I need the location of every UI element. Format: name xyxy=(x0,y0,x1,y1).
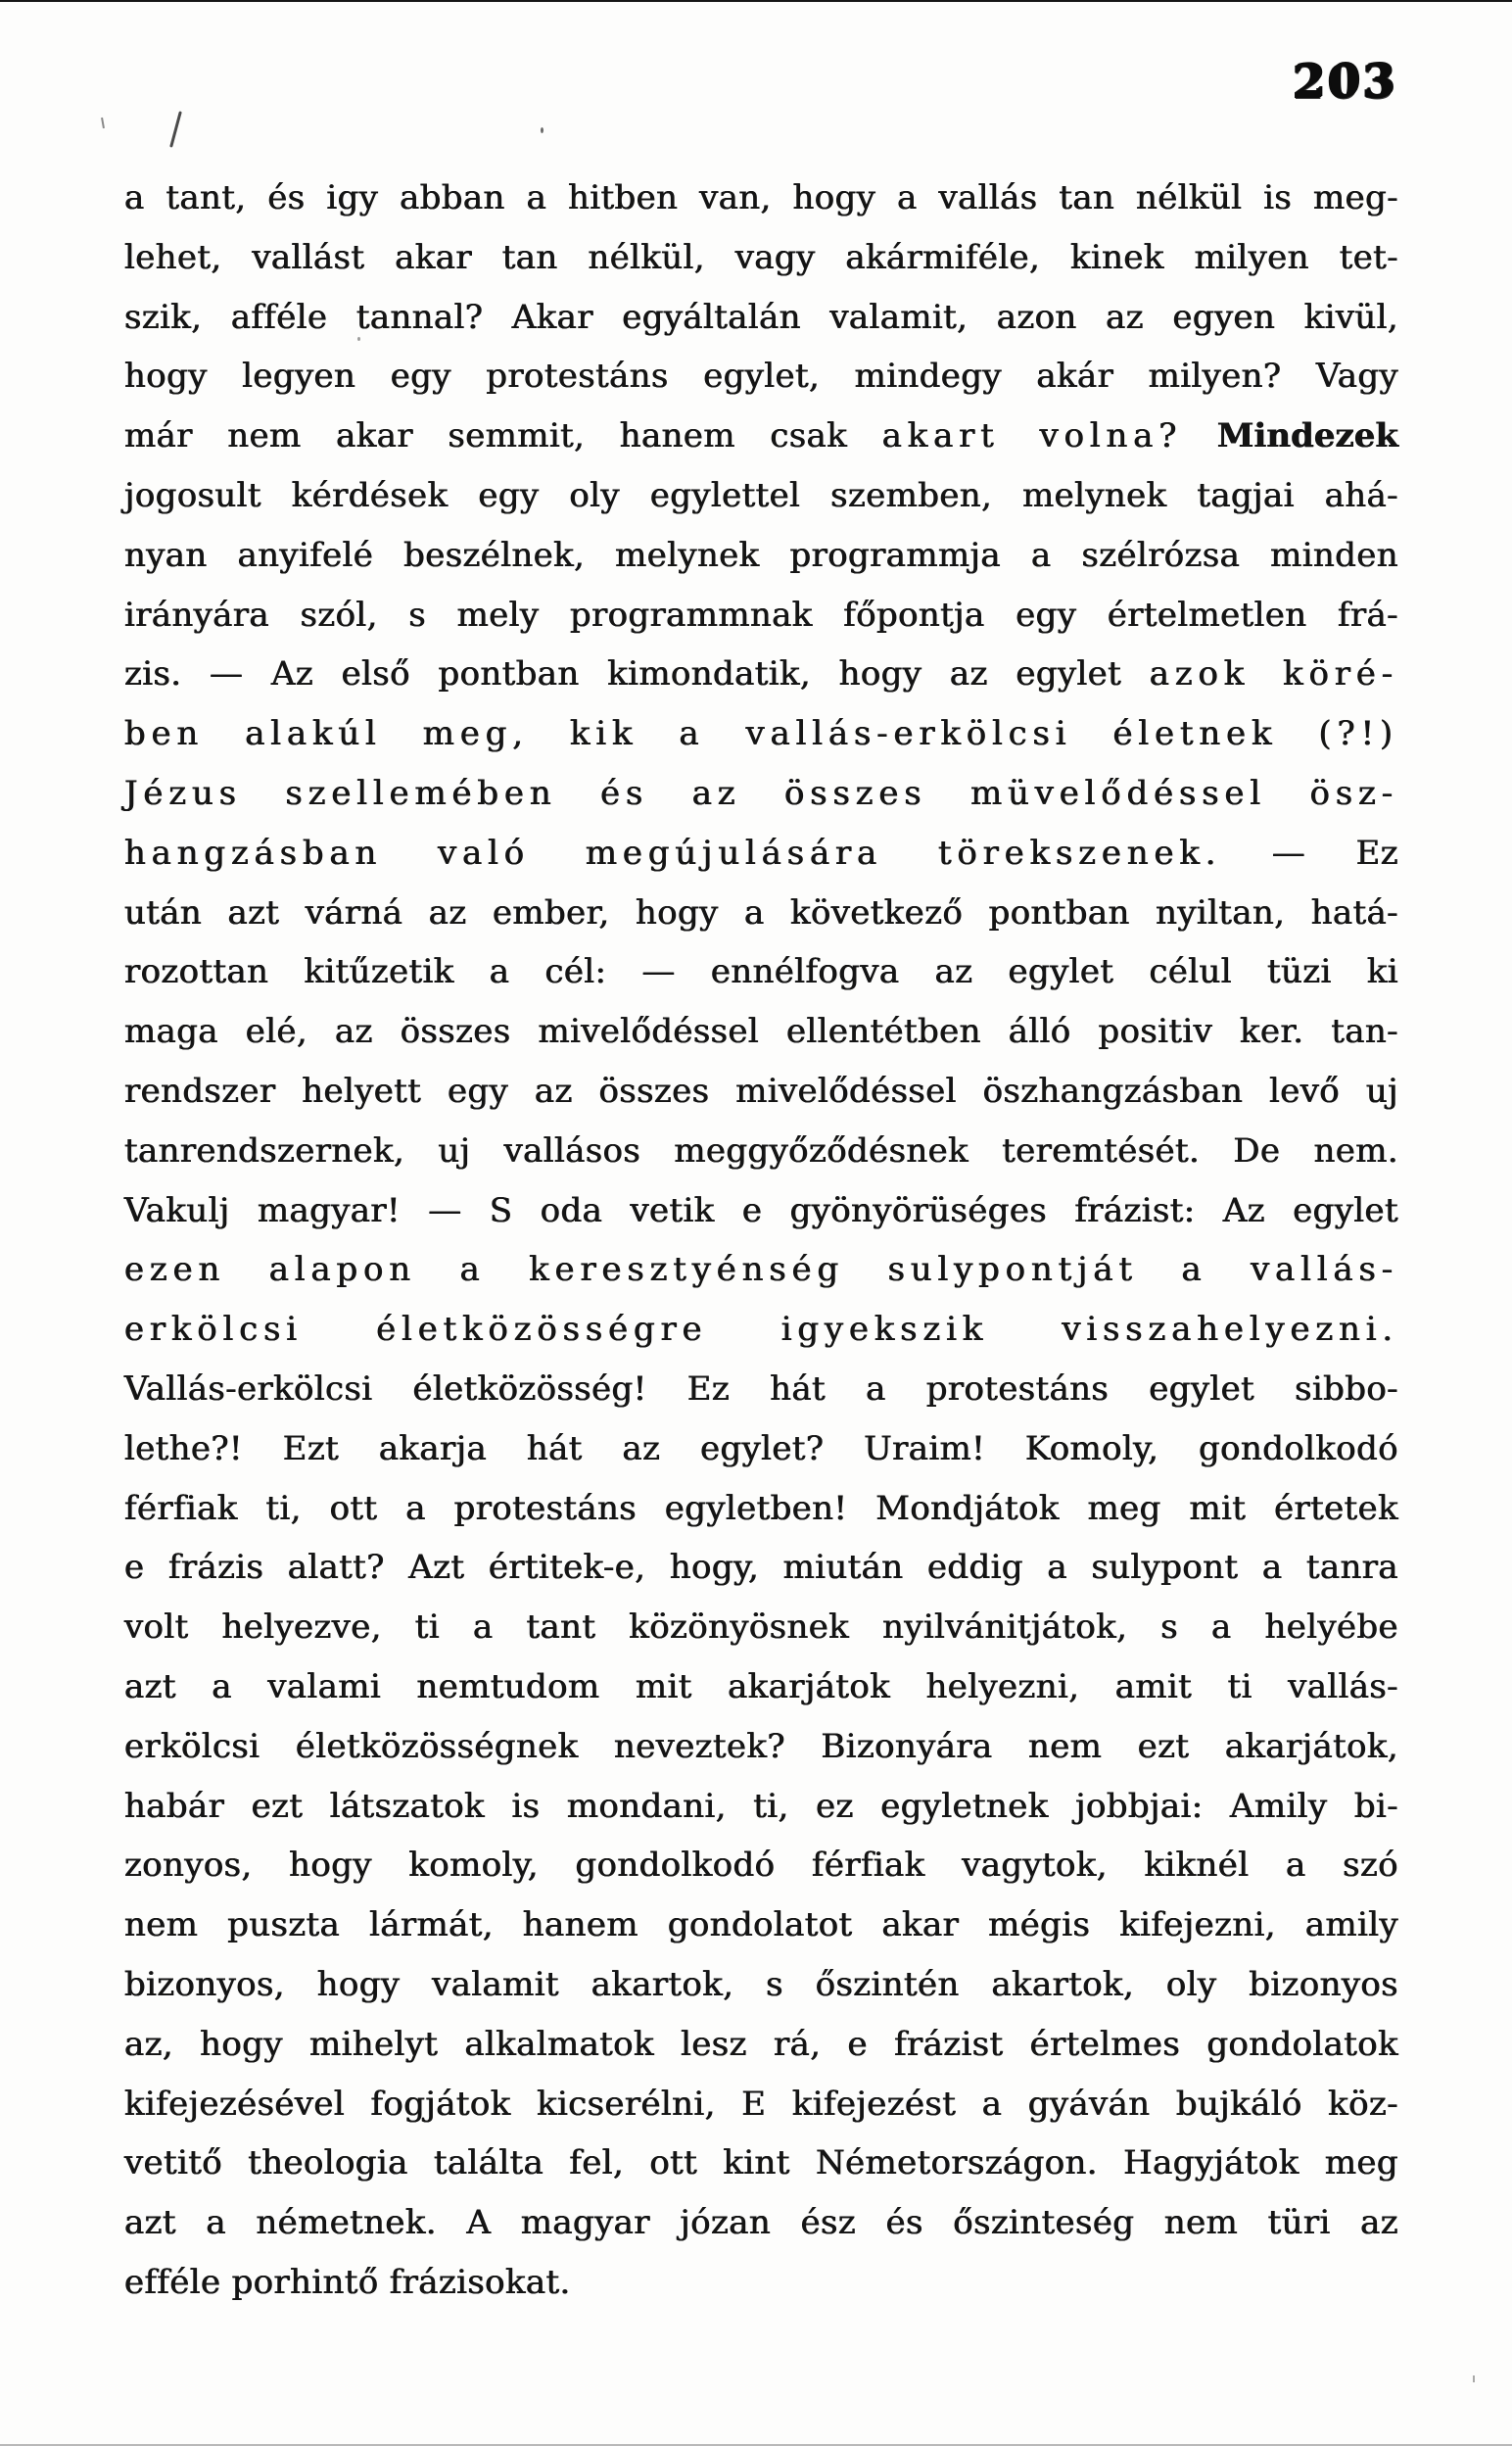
text-line xyxy=(124,1240,1398,1300)
text-segment: nyan anyifelé beszélnek, melynek programmja a szélrózsa minden xyxy=(124,535,1398,575)
text-line xyxy=(124,704,1398,764)
text-line xyxy=(124,466,1398,526)
text-segment: szik, afféle tannal? Akar egyáltalán valamit, azon az egyen kivül, xyxy=(124,297,1398,337)
text-line xyxy=(124,2253,1398,2313)
text-segment: rozottan kitűzetik a cél: — ennélfogva az egylet célul tüzi ki xyxy=(124,952,1398,992)
text-segment: akart volna? xyxy=(881,416,1183,456)
text-segment: nem puszta lármát, hanem gondolatot akar mégis kifejezni, amily xyxy=(124,1905,1398,1945)
text-segment: efféle porhintő frázisokat. xyxy=(124,2262,571,2302)
text-line xyxy=(124,288,1398,348)
text-segment: kifejezésével fogjátok kicserélni, E kifejezést a gyáván bujkáló köz- xyxy=(124,2084,1398,2124)
scan-artifact xyxy=(541,127,543,133)
text-line xyxy=(124,1419,1398,1479)
text-segment: maga elé, az összes mivelődéssel ellentétben álló positiv ker. tan- xyxy=(124,1012,1398,1052)
text-segment: zonyos, hogy komoly, gondolkodó férfiak vagytok, kiknél a szó xyxy=(124,1846,1398,1886)
scan-artifact xyxy=(169,111,182,147)
text-line xyxy=(124,1895,1398,1955)
scan-artifact xyxy=(101,118,105,128)
text-segment: rendszer helyett egy az összes mivelődéssel öszhangzásban levő uj xyxy=(124,1071,1398,1111)
text-line xyxy=(124,407,1398,466)
text-line xyxy=(124,1777,1398,1837)
text-line xyxy=(124,1062,1398,1122)
text-line xyxy=(124,824,1398,884)
text-segment: ezen alapon a keresztyénség sulypontját a vallás- xyxy=(124,1250,1398,1290)
text-segment xyxy=(1182,416,1217,456)
text-segment: azt a németnek. A magyar józan ész és őszinteség nem türi az xyxy=(124,2203,1398,2243)
text-segment: lehet, vallást akar tan nélkül, vagy akármiféle, kinek milyen tet- xyxy=(124,237,1398,277)
scan-edge-top xyxy=(0,0,1512,2)
text-line xyxy=(124,1300,1398,1360)
text-segment: azok köré- xyxy=(1149,654,1398,695)
text-segment: jogosult kérdések egy oly egylettel szemben, melynek tagjai ahá- xyxy=(124,475,1398,515)
text-segment: után azt várná az ember, hogy a következő pontban nyiltan, hatá- xyxy=(124,892,1398,933)
text-segment: azt a valami nemtudom mit akarjátok helyezni, amit ti vallás- xyxy=(124,1666,1398,1706)
text-segment: az, hogy mihelyt alkalmatok lesz rá, e frázist értelmes gondolatok xyxy=(124,2024,1398,2064)
text-line xyxy=(124,645,1398,704)
text-segment: habár ezt látszatok is mondani, ti, ez egyletnek jobbjai: Amily bi- xyxy=(124,1786,1398,1826)
text-segment: zis. — Az első pontban kimondatik, hogy az egylet xyxy=(124,654,1150,695)
text-segment: erkölcsi életközösségre igyekszik visszahelyezni. xyxy=(124,1310,1398,1350)
text-line xyxy=(124,1657,1398,1717)
text-line xyxy=(124,1002,1398,1062)
text-segment: irányára szól, s mely programmnak főpontja egy értelmetlen frá- xyxy=(124,595,1398,635)
text-segment: Jézus szellemében és az összes müvelődéssel ösz- xyxy=(124,773,1398,813)
text-segment: férfiak ti, ott a protestáns egyletben! Mondjátok meg mit értetek xyxy=(124,1488,1398,1528)
text-line xyxy=(124,2193,1398,2253)
text-line xyxy=(124,1836,1398,1895)
text-line xyxy=(124,1955,1398,2015)
text-line xyxy=(124,1479,1398,1539)
text-line xyxy=(124,764,1398,824)
text-segment: már nem akar semmit, hanem csak xyxy=(124,416,882,456)
text-segment: volt helyezve, ti a tant közönyösnek nyilvánitjátok, s a helyébe xyxy=(124,1607,1398,1648)
text-segment: hogy legyen egy protestáns egylet, mindegy akár milyen? Vagy xyxy=(124,357,1398,397)
text-line xyxy=(124,1717,1398,1777)
text-line xyxy=(124,228,1398,288)
text-segment: vetitő theologia találta fel, ott kint Németországon. Hagyjátok meg xyxy=(124,2143,1398,2183)
text-segment: lethe?! Ezt akarja hát az egylet? Uraim! Komoly, gondolkodó xyxy=(124,1428,1398,1468)
text-segment: Vallás-erkölcsi életközösség! Ez hát a protestáns egylet sibbo- xyxy=(124,1368,1398,1409)
text-line xyxy=(124,2075,1398,2134)
body-text xyxy=(124,168,1398,2313)
text-line xyxy=(124,168,1398,228)
text-segment: Mindezek xyxy=(1216,416,1398,456)
text-segment: ben alakúl meg, kik a vallás-erkölcsi életnek (?!) xyxy=(124,714,1398,754)
scan-artifact xyxy=(1473,2375,1475,2382)
text-line xyxy=(124,1598,1398,1657)
text-segment: erkölcsi életközösségnek neveztek? Bizonyára nem ezt akarjátok, xyxy=(124,1726,1398,1766)
text-segment: a tant, és igy abban a hitben van, hogy a vallás tan nélkül is meg- xyxy=(124,178,1398,217)
text-line xyxy=(124,526,1398,586)
text-line xyxy=(124,1122,1398,1181)
text-line xyxy=(124,884,1398,943)
text-line xyxy=(124,1538,1398,1598)
text-line xyxy=(124,2134,1398,2193)
text-segment: — Ez xyxy=(1221,833,1398,873)
text-segment: bizonyos, hogy valamit akartok, s őszintén akartok, oly bizonyos xyxy=(124,1964,1398,2004)
text-line xyxy=(124,2015,1398,2075)
text-line xyxy=(124,1360,1398,1419)
text-line xyxy=(124,942,1398,1002)
text-segment: e frázis alatt? Azt értitek-e, hogy, miután eddig a sulypont a tanra xyxy=(124,1548,1398,1588)
text-segment: tanrendszernek, uj vallásos meggyőződésnek teremtését. De nem. xyxy=(124,1130,1398,1171)
page-number: 203 xyxy=(1293,55,1398,109)
text-line xyxy=(124,1181,1398,1241)
text-line xyxy=(124,347,1398,407)
text-segment: hangzásban való megújulására törekszenek. xyxy=(124,833,1222,873)
text-segment: Vakulj magyar! — S oda vetik e gyönyörüséges frázist: Az egylet xyxy=(124,1190,1398,1230)
text-line xyxy=(124,586,1398,646)
